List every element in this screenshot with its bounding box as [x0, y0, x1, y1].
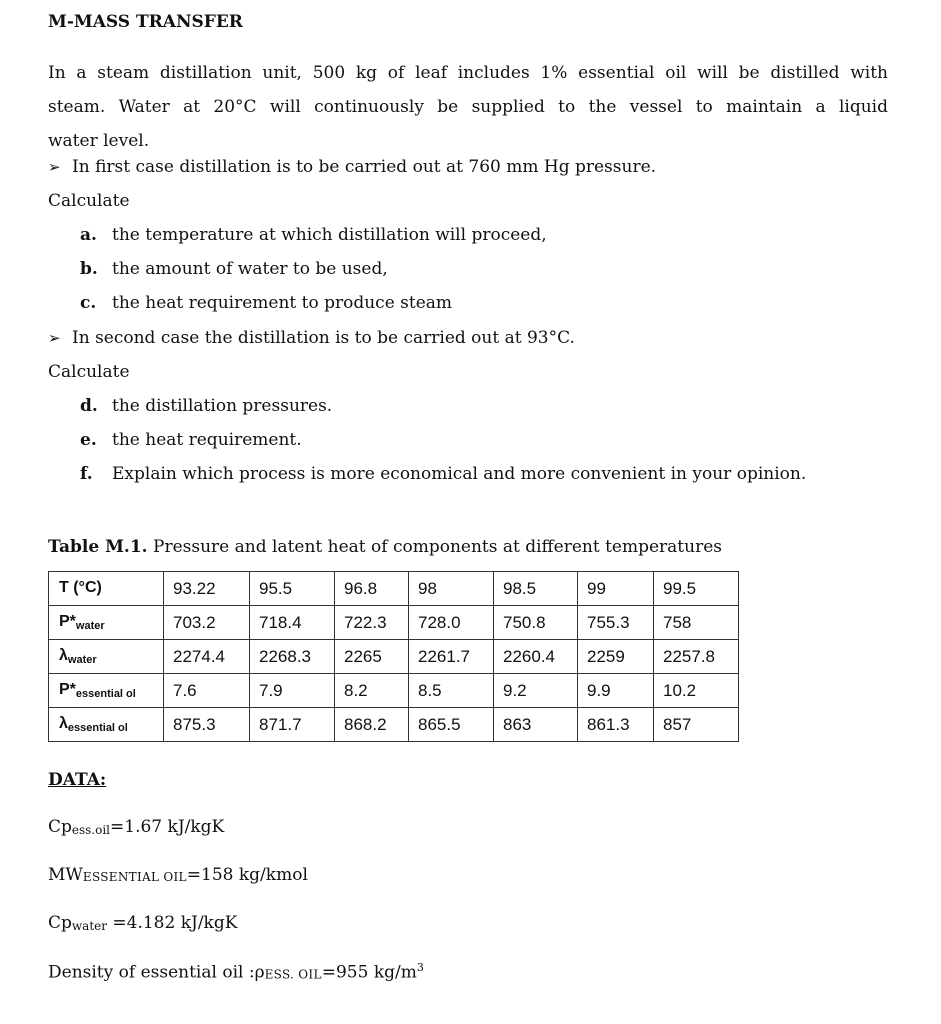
problem-line-2: steam. Water at 20°C will continuously be supplied to the vessel to maintain a liquid — [48, 97, 888, 117]
calculate-label-1: Calculate — [48, 191, 130, 211]
density-line: Density of essential oil :ρESS. OIL=955 $kg/m^3$ — [48, 961, 424, 983]
problem-line-3: water level. — [48, 131, 150, 151]
table-cell: 861.3 — [578, 708, 654, 742]
table-cell: 98 — [409, 572, 494, 606]
problem-line-1: In a steam distillation unit, 500 kg of leaf includes 1% essential oil will be distilled with — [48, 63, 888, 83]
table-caption-label: Table M.1. — [48, 537, 148, 557]
table-row — [49, 640, 739, 674]
row-header: $\lambda_{water}$ — [49, 640, 164, 674]
row-header: $P*_{water}$ — [49, 606, 164, 640]
property-table — [48, 571, 739, 742]
table-cell: 2259 — [578, 640, 654, 674]
table-cell: 718.4 — [250, 606, 335, 640]
cp-water-line: Cpwater =4.182 kJ/kgK — [48, 913, 238, 933]
table-cell: 750.8 — [494, 606, 578, 640]
row-header: $\lambda_{essential ol}$ — [49, 708, 164, 742]
table-cell: 9.2 — [494, 674, 578, 708]
row-header: $P*_{essential ol}$ — [49, 674, 164, 708]
list-text: the heat requirement to produce steam — [112, 293, 453, 313]
case-1-line — [48, 157, 656, 177]
case-2-text: In second case the distillation is to be carried out at 93°C. — [72, 328, 575, 348]
list-text: Explain which process is more economical and more convenient in your opinion. — [112, 464, 807, 484]
table-caption — [48, 537, 722, 557]
table-cell: 863 — [494, 708, 578, 742]
table-cell: 2257.8 — [654, 640, 739, 674]
table-cell: 722.3 — [335, 606, 409, 640]
table-row — [49, 674, 739, 708]
row-header: T (°C) — [49, 572, 164, 606]
cp-oil-line: Cpess.oil=1.67 kJ/kgK — [48, 817, 225, 837]
table-row — [49, 606, 739, 640]
table-cell: 8.2 — [335, 674, 409, 708]
table-row — [49, 708, 739, 742]
list-letter: b. — [80, 259, 98, 279]
list-item-d — [80, 396, 332, 416]
table-cell: 703.2 — [164, 606, 250, 640]
list-text: the heat requirement. — [112, 430, 302, 450]
table-cell: 95.5 — [250, 572, 335, 606]
table-cell: 98.5 — [494, 572, 578, 606]
list-text: the amount of water to be used, — [112, 259, 388, 279]
page-title: M-MASS TRANSFER — [48, 12, 243, 32]
table-cell: 99.5 — [654, 572, 739, 606]
calculate-label-2: Calculate — [48, 362, 130, 382]
table-cell: 871.7 — [250, 708, 335, 742]
list-text: the distillation pressures. — [112, 396, 333, 416]
case-2-line — [48, 328, 575, 348]
table-cell: 868.2 — [335, 708, 409, 742]
list-letter: c. — [80, 293, 97, 313]
list-text: the temperature at which distillation will proceed, — [112, 225, 547, 245]
list-letter: e. — [80, 430, 97, 450]
list-letter: f. — [80, 464, 93, 484]
table-cell: 7.9 — [250, 674, 335, 708]
list-letter: a. — [80, 225, 97, 245]
list-item-c — [80, 293, 452, 313]
table-cell: 96.8 — [335, 572, 409, 606]
table-cell: 2265 — [335, 640, 409, 674]
table-cell: 758 — [654, 606, 739, 640]
arrow-bullet-icon: ➢ — [48, 329, 61, 347]
table-cell: 7.6 — [164, 674, 250, 708]
table-cell: 2260.4 — [494, 640, 578, 674]
case-1-text: In first case distillation is to be carried out at 760 mm Hg pressure. — [72, 157, 657, 177]
arrow-bullet-icon: ➢ — [48, 158, 61, 176]
table-cell: 875.3 — [164, 708, 250, 742]
table-cell: 2268.3 — [250, 640, 335, 674]
table-cell: 865.5 — [409, 708, 494, 742]
table-cell: 2274.4 — [164, 640, 250, 674]
table-cell: 9.9 — [578, 674, 654, 708]
table-cell: 93.22 — [164, 572, 250, 606]
table-cell: 755.3 — [578, 606, 654, 640]
list-item-b — [80, 259, 388, 279]
table-caption-text: Pressure and latent heat of components at different temperatures — [153, 537, 722, 557]
table-cell: 10.2 — [654, 674, 739, 708]
table-cell: 99 — [578, 572, 654, 606]
list-letter: d. — [80, 396, 98, 416]
table-cell: 8.5 — [409, 674, 494, 708]
table-cell: 2261.7 — [409, 640, 494, 674]
mw-oil-line: MWESSENTIAL OIL=158 kg/kmol — [48, 865, 308, 885]
list-item-f — [80, 464, 806, 484]
data-section-title: DATA: — [48, 770, 107, 790]
list-item-a — [80, 225, 547, 245]
table-cell: 857 — [654, 708, 739, 742]
table-cell: 728.0 — [409, 606, 494, 640]
problem-statement — [48, 56, 888, 158]
list-item-e — [80, 430, 302, 450]
table-row — [49, 572, 739, 606]
